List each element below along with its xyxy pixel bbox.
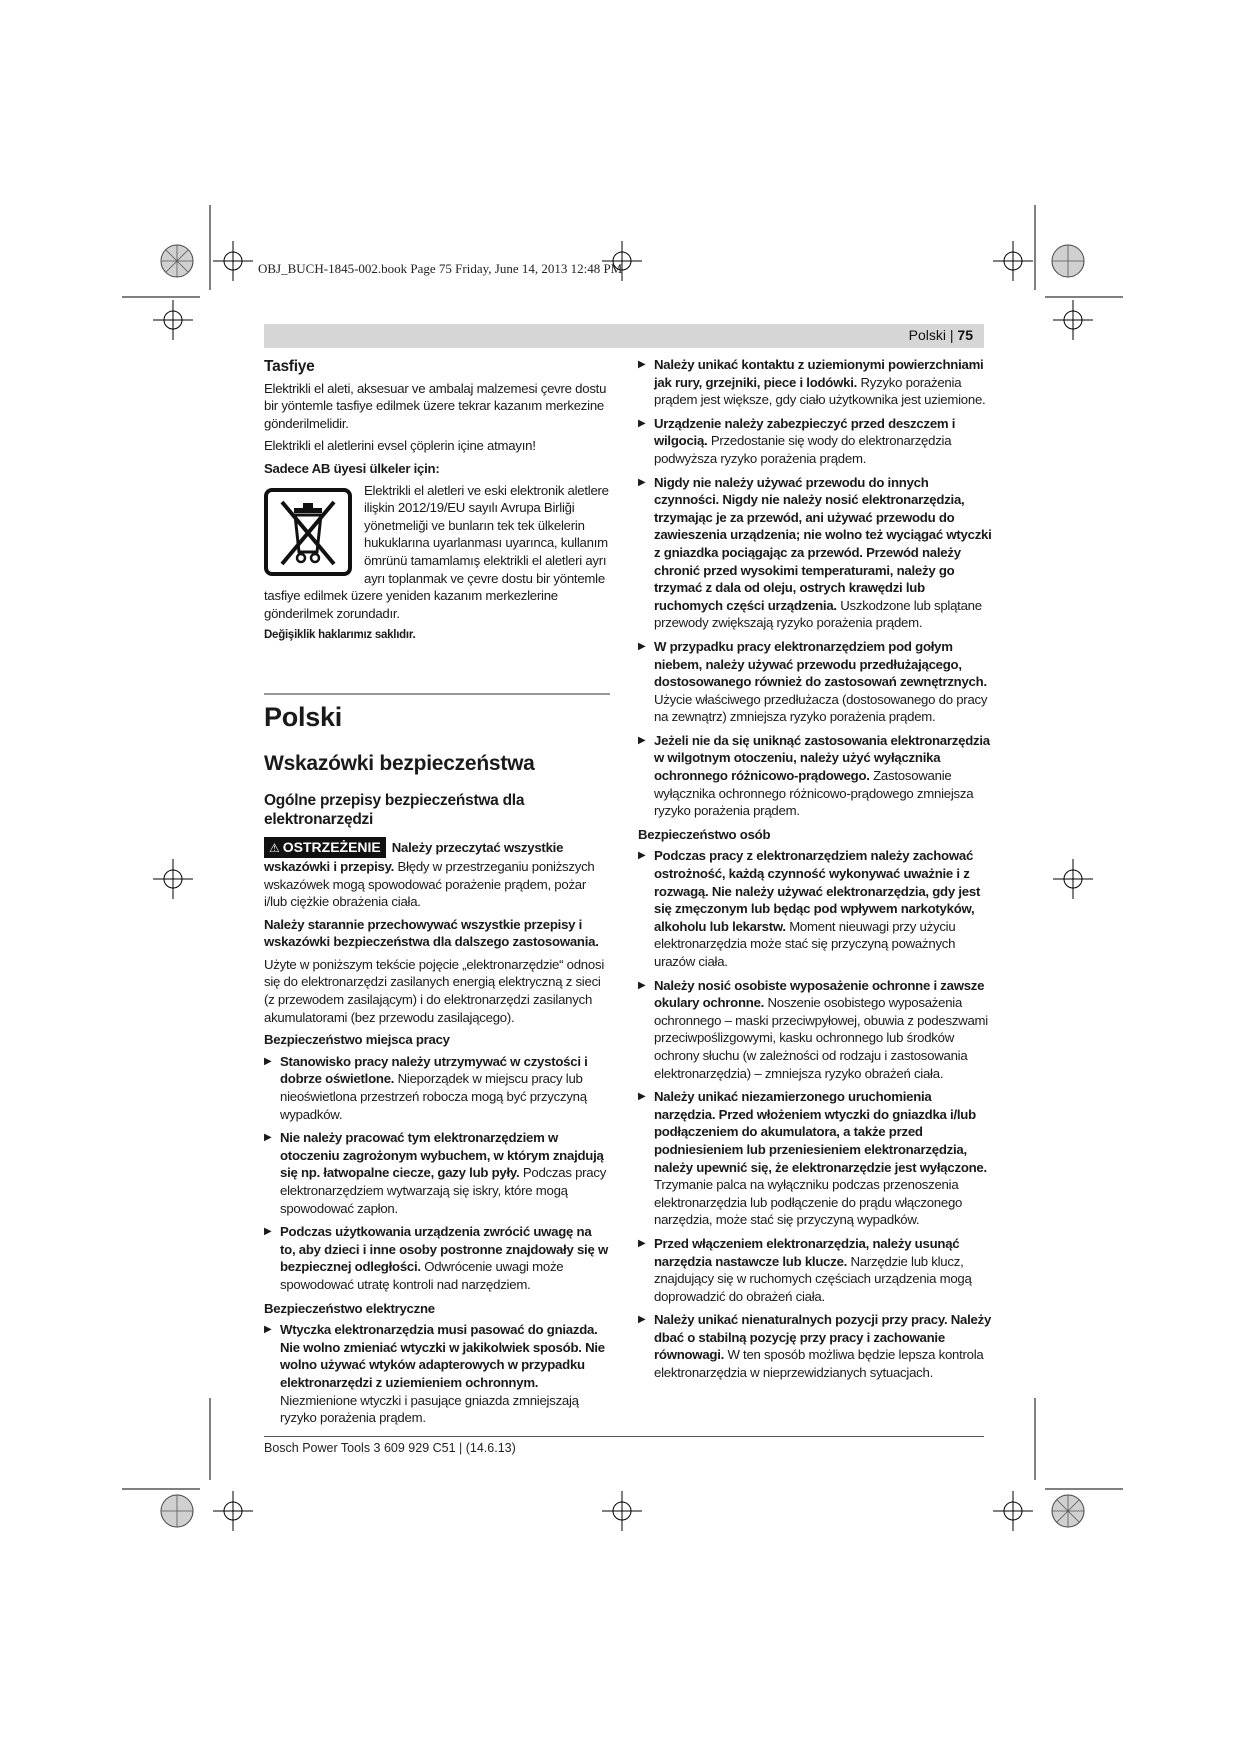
page-header-band (264, 324, 984, 348)
item-text: Noszenie osobistego wyposażenia ochronnego – maski przeciwpyłowej, obuwia z podeszwami przeciwpoślizgowymi, kasku ochronnego lub środków ochrony słuchu (w zależności od rodzaju i zastosowania elektronarzędzia) – zmniejsza ryzyko obrażeń ciała. (654, 995, 988, 1081)
list-item (638, 474, 994, 632)
persons-heading: Bezpieczeństwo osób (638, 826, 771, 842)
print-slug: OBJ_BUCH-1845-002.book Page 75 Friday, June 14, 2013 12:48 PM (258, 261, 623, 276)
left-column (264, 356, 610, 1433)
warning-badge (264, 837, 386, 858)
tasfiye-paragraph-2: Elektrikli el aletlerini evsel çöplerin içine atmayın! (264, 438, 536, 454)
warning-paragraph (264, 837, 610, 911)
keep-instructions: Należy starannie przechowywać wszystkie przepisy i wskazówki bezpieczeństwa dla dalszego zastosowania. (264, 916, 599, 950)
weee-block (264, 482, 610, 623)
item-text: Moment nieuwagi przy użyciu elektronarzędzia może stać się przyczyną poważnych urazów ciała. (654, 918, 956, 969)
item-text: Podczas pracy elektronarzędziem wytwarzają się iskry, które mogą spowodować zapłon. (280, 1165, 607, 1216)
electric-list-left (264, 1321, 610, 1427)
page-footer: Bosch Power Tools 3 609 929 C51 | (14.6.13) (264, 1441, 516, 1455)
item-bold: Należy nosić osobiste wyposażenie ochronne i zawsze okulary ochronne. (654, 977, 985, 1011)
list-item (638, 732, 994, 820)
workplace-heading: Bezpieczeństwo miejsca pracy (264, 1032, 450, 1048)
warning-bold: Należy przeczytać wszystkie wskazówki i przepisy. (264, 839, 564, 874)
term-definition: Użyte w poniższym tekście pojęcie „elektronarzędzie“ odnosi się do elektronarzędzi zasilanych energią elektryczną z sieci (z przewodem zasilającym) i do elektronarzędzi zasilanych akumulatorami (bez przewodu zasilającego). (264, 956, 604, 1025)
item-bold: Należy unikać niezamierzonego uruchomienia narzędzia. Przed włożeniem wtyczki do gniazdka i/lub podłączeniem do akumulatora, a także przed podniesieniem lub przeniesieniem elektronarzędzia, należy upewnić się, że elektronarzędzie jest wyłączone. (654, 1089, 987, 1175)
header-separator: | (949, 327, 954, 343)
electric-heading: Bezpieczeństwo elektryczne (264, 1300, 435, 1316)
list-item (264, 1129, 610, 1217)
list-item (638, 1311, 994, 1381)
list-item (638, 1235, 994, 1305)
list-item (638, 415, 994, 468)
list-item (264, 1223, 610, 1293)
tasfiye-heading: Tasfiye (264, 358, 315, 375)
item-bold: Wtyczka elektronarzędzia musi pasować do gniazda. Nie wolno zmieniać wtyczki w jakikolwiek sposób. Nie wolno używać wtyków adapterowych w przypadku elektronarzędzi z uziemieniem ochronnym. (280, 1322, 605, 1390)
list-item (264, 1321, 610, 1427)
list-item (264, 1053, 610, 1123)
list-item (638, 356, 994, 409)
item-text: Niezmienione wtyczki i pasujące gniazda zmniejszają ryzyko porażenia prądem. (280, 1392, 579, 1426)
warning-rest: Błędy w przestrzeganiu poniższych wskazówek mogą spowodować porażenie prądem, pożar i/lub ciężkie obrażenia ciała. (264, 858, 595, 910)
general-safety-title: Ogólne przepisy bezpieczeństwa dla elektronarzędzi (264, 791, 525, 828)
item-text: Użycie właściwego przedłużacza (dostosowanego do pracy na zewnątrz) zmniejsza ryzyko porażenia prądem. (654, 691, 988, 725)
list-item (638, 1088, 994, 1229)
item-text: Zastosowanie wyłącznika ochronnego różnicowo-prądowego zmniejsza ryzyko porażenia prądem. (654, 768, 974, 819)
crossed-bin-icon (264, 488, 352, 576)
language-title: Polski (264, 701, 343, 732)
item-bold: Nie należy pracować tym elektronarzędziem w otoczeniu zagrożonym wybuchem, w którym znajdują się np. łatwopalne ciecze, gazy lub pyły. (280, 1130, 604, 1181)
item-text: Przedostanie się wody do elektronarzędzia podwyższa ryzyko porażenia prądem. (654, 433, 952, 466)
item-bold: Należy unikać nienaturalnych pozycji przy pracy. Należy dbać o stabilną pozycję przy pracy i zachowanie równowagi. (654, 1312, 992, 1363)
tasfiye-paragraph-1: Elektrikli el aleti, aksesuar ve ambalaj malzemesi çevre dostu bir yöntemle tasfiye edilmek üzere tekrar kazanım merkezine gönderilmelidir. (264, 380, 607, 431)
item-text: Uszkodzone lub splątane przewody zwiększają ryzyko porażenia prądem. (654, 597, 982, 631)
item-bold: W przypadku pracy elektronarzędziem pod gołym niebem, należy używać przewodu przedłużającego, dostosowanego również do zastosowań zewnętrznych. (654, 638, 987, 690)
crosshair-top-left (213, 241, 253, 281)
weee-text: Elektrikli el aletleri ve eski elektronik aletlere ilişkin 2012/19/EU sayılı Avrupa Birliği yönetmeliği ve bunların tek tek ülkelerin hukuklarına uyarlanması uyarınca, kullanım ömrünü tamamlamış elektrikli el aletleri ayrı ayrı toplanmak ve çevre dostu bir yöntemle tasfiye edilmek üzere yeniden kazanım merkezlerine gönderilmek zorundadır. (264, 482, 609, 621)
item-bold: Podczas użytkowania urządzenia zwrócić uwagę na to, aby dzieci i inne osoby postronne znajdowały się w bezpiecznej odległości. (280, 1224, 608, 1275)
list-item (638, 638, 994, 726)
item-bold: Nigdy nie należy używać przewodu do innych czynności. Nigdy nie należy nosić elektronarzędzia, trzymając je za przewód, ani używać przewodu do zawieszenia urządzenia; nie wolno też wyciągać wtyczki z gniazdka pociągając za przewód. Przewód należy chronić przed wysokimi temperaturami, należy go trzymać z dala od oleju, ostrych krawędzi lub ruchomych części urządzenia. (654, 474, 992, 613)
item-bold: Podczas pracy z elektronarzędziem należy zachować ostrożność, każdą czynność wykonywać uważnie i z rozwagą. Nie należy używać elektronarzędzia, gdy jest się zmęczonym lub będąc pod wpływem narkotyków, alkoholu lub lekarstw. (654, 848, 981, 934)
list-item (638, 977, 994, 1083)
workplace-list (264, 1053, 610, 1294)
rights-reserved: Değişiklik haklarımız saklıdır. (264, 629, 416, 642)
section-divider (264, 693, 610, 695)
item-text: Nieporządek w miejscu pracy lub nieoświetlona przestrzeń robocza mogą być przyczyną wypadków. (280, 1071, 587, 1122)
eu-only-heading: Sadece AB üyesi ülkeler için: (264, 460, 440, 476)
header-language: Polski (908, 327, 946, 343)
item-text: Odwrócenie uwagi może spowodować utratę kontroli nad narzędziem. (280, 1259, 564, 1292)
item-bold: Przed włączeniem elektronarzędzia, należy usunąć narzędzia nastawcze lub klucze. (654, 1235, 960, 1269)
item-text: Narzędzie lub klucz, znajdujący się w ruchomych częściach urządzenia mogą doprowadzić do obrażeń ciała. (654, 1253, 972, 1304)
warning-triangle-icon: ⚠ (269, 840, 280, 855)
item-text: Ryzyko porażenia prądem jest większe, gdy ciało użytkownika jest uziemione. (654, 374, 986, 408)
list-item (638, 847, 994, 970)
item-bold: Urządzenie należy zabezpieczyć przed deszczem i wilgocią. (654, 415, 956, 449)
page-number: 75 (957, 327, 973, 343)
item-text: Trzymanie palca na wyłączniku podczas przenoszenia elektronarzędzia lub podłączenie do prądu włączonego narzędzia, może stać się przyczyną wypadków. (654, 1177, 963, 1228)
electric-list-right (638, 356, 994, 820)
safety-title: Wskazówki bezpieczeństwa (264, 751, 535, 775)
item-bold: Należy unikać kontaktu z uziemionymi powierzchniami jak rury, grzejniki, piece i lodówki. (654, 357, 984, 390)
warning-label: OSTRZEŻENIE (282, 838, 381, 855)
page-header (909, 327, 973, 343)
item-bold: Stanowisko pracy należy utrzymywać w czystości i dobrze oświetlone. (280, 1053, 588, 1087)
item-text: W ten sposób możliwa będzie lepsza kontrola elektronarzędzia w nieprzewidzianych sytuacjach. (654, 1347, 984, 1381)
footer-rule (264, 1436, 984, 1437)
item-bold: Jeżeli nie da się uniknąć zastosowania elektronarzędzia w wilgotnym otoczeniu, należy użyć wyłącznika ochronnego różnicowo-prądowego. (654, 732, 990, 784)
persons-list (638, 847, 994, 1381)
right-column (638, 356, 994, 1388)
